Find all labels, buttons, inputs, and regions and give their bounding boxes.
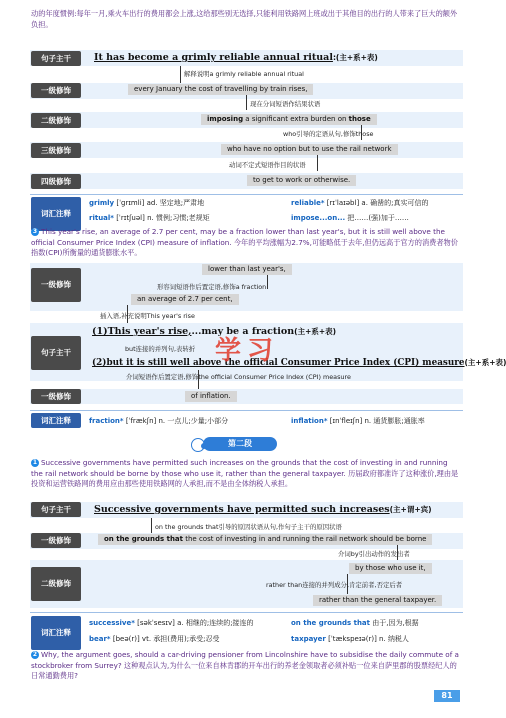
paragraph-5 — [31, 650, 461, 682]
note-10: 介词by引出动作的发出者 — [338, 550, 410, 558]
chip-s1-c2 — [201, 114, 377, 125]
divider — [30, 410, 463, 411]
main-2a-tag: (主+系+表) — [294, 327, 337, 336]
vocab-def: [ˈtækspeɪə(r)] n. 纳税人 — [328, 635, 409, 643]
vocab-word: bear* — [89, 635, 111, 643]
intro-paragraph: 动的年度惯例:每年一月,乘火车出行的费用都会上涨,这给那些别无选择,只能利用铁路网上班或出于其他目的出行的人带来了巨大的额外负担。 — [31, 9, 458, 29]
vocab-2-0 — [89, 416, 228, 426]
watermark: 学习 — [215, 336, 280, 366]
vocab-word: reliable* — [291, 199, 325, 207]
vocab-def: [ɪnˈfleɪʃn] n. 通货膨胀;通胀率 — [329, 417, 425, 425]
chip-s3-c1 — [98, 534, 432, 545]
vocab-word: successive* — [89, 619, 135, 627]
main-sentence-3 — [94, 504, 432, 515]
vocab-1-2 — [89, 213, 210, 223]
chip-s2-c2: an average of 2.7 per cent, — [131, 294, 239, 305]
chip-s1-c2-c: those — [348, 115, 371, 123]
vocab-3-2 — [89, 634, 219, 644]
vocab-def: [rɪˈlaɪəbl] a. 确凿的;真实可信的 — [326, 199, 429, 207]
main-sentence-3-text: Successive governments have permitted such increases — [94, 504, 390, 515]
vocab-def: [ˈfrækʃn] n. 一点儿;少量;小部分 — [125, 417, 229, 425]
note-8: 介词短语作后置定语,修饰the official Consumer Price Index (CPI) measure — [126, 373, 351, 381]
label-vocab-1: 词汇注释 — [31, 197, 81, 231]
label-main-2: 句子主干 — [31, 336, 81, 370]
row-bg-mod1-3 — [30, 389, 463, 404]
label-mod2-2: 二级修饰 — [31, 567, 81, 601]
main-sentence-1-tag: :(主+系+表) — [332, 53, 378, 62]
chip-s3-c2: by those who use it, — [349, 563, 432, 574]
divider — [30, 194, 463, 195]
vocab-word: taxpayer — [291, 635, 326, 643]
label-main-3: 句子主干 — [31, 502, 81, 517]
label-main-1: 句子主干 — [31, 51, 81, 66]
divider — [30, 612, 463, 613]
vocab-word: grimly — [89, 199, 115, 207]
vocab-word: fraction* — [89, 417, 124, 425]
vocab-def: [beə(r)] vt. 承担(费用);承受;忍受 — [112, 635, 220, 643]
connector-line — [267, 275, 268, 289]
chip-s1-c1: every January the cost of travelling by train rises, — [128, 84, 313, 95]
chip-s1-c2-a: imposing — [207, 115, 244, 123]
paragraph-3-text: This year's rise, an average of 2.7 per cent, may be a fraction lower than last year's, but it is still well above the official Consumer Price Index (CPI) measure of inflation. 今年的平均涨幅为2.7%,可能略低于去年,但仍远高于官方的消费者物价指数(CPI)所衡量的通货膨胀水平。 — [31, 227, 458, 257]
page-number: 81 — [434, 690, 460, 702]
label-vocab-3: 词汇注释 — [31, 616, 81, 650]
chip-s1-c4: to get to work or otherwise. — [247, 175, 356, 186]
vocab-3-3 — [291, 634, 409, 644]
chip-s3-c1-a: on the grounds that — [104, 535, 183, 543]
note-2: 现在分词短语作结果状语 — [250, 100, 321, 108]
paragraph-4 — [31, 458, 461, 490]
main-sentence-1 — [94, 52, 378, 63]
main-sentence-3-tag: (主+谓+宾) — [389, 505, 432, 514]
vocab-2-1 — [291, 416, 425, 426]
vocab-1-3 — [291, 213, 409, 223]
vocab-3-1 — [291, 618, 419, 628]
note-7: but连接的并列句,表转折 — [125, 345, 196, 353]
label-mod1-2: 一级修饰 — [31, 268, 81, 302]
main-2b-text: ...may be a fraction — [191, 326, 295, 337]
connector-line — [317, 155, 318, 171]
number-badge-icon: 2 — [32, 651, 38, 658]
chip-s1-c3: who have no option but to use the rail network — [221, 144, 398, 155]
label-mod1-1: 一级修饰 — [31, 83, 81, 98]
paragraph-4-text: Successive governments have permitted such increases on the grounds that the cost of investing in and running the rail network should be borne by those who use it, rather than the general taxpayer. 历届政府都准许了这种涨价,理由是投资和运营铁路网的费用应由那些使用铁路网的人承担,而不是由全体纳税人承担。 — [31, 458, 459, 488]
vocab-1-1 — [291, 198, 429, 208]
main-2a-text: (1)This year's rise, — [92, 326, 192, 337]
main-sentence-2b — [92, 357, 506, 368]
chip-s2-c1: lower than last year's, — [202, 264, 292, 275]
label-mod1-3: 一级修饰 — [31, 389, 81, 404]
label-vocab-2: 词汇注释 — [31, 413, 81, 428]
chip-s3-c1-b: the cost of investing in and running the rail network should be borne — [183, 535, 427, 543]
vocab-def: [ˈɡrɪmli] ad. 坚定地;严肃地 — [116, 199, 205, 207]
note-3: who引导的定语从句,修饰those — [283, 130, 374, 138]
label-mod3-1: 三级修饰 — [31, 143, 81, 158]
note-4: 动词不定式短语作目的状语 — [229, 161, 306, 169]
paragraph-5-text: Why, the argument goes, should a car-driving pensioner from Lincolnshire have to subsidise the daily commute of a stockbroker from Surrey? 这种观点认为,为什么一位来自林肯郡的开车出行的养老金领取者必须补贴一位来自萨里郡的股票经纪人的日常通勤费用? — [31, 650, 459, 680]
main-2c-text: (2)but it is still well above the official Consumer Price Index (CPI) measure — [92, 358, 465, 368]
section-title: 第二段 — [203, 437, 277, 451]
label-mod2-1: 二级修饰 — [31, 113, 81, 128]
vocab-word: impose...on... — [291, 214, 346, 222]
vocab-def: 把……(强)加于…… — [347, 214, 409, 222]
chip-s2-c3: of inflation. — [185, 391, 237, 402]
main-2c-tag: (主+系+表) — [464, 358, 506, 367]
label-mod1-4: 一级修饰 — [31, 533, 81, 548]
note-5: 形容词短语作后置定语,修饰a fraction — [157, 283, 267, 291]
note-11: rather than连接的并列成分,肯定前者,否定后者 — [266, 581, 403, 589]
vocab-def: 由于,因为,根据 — [372, 619, 419, 627]
number-badge-icon: 1 — [32, 459, 38, 466]
vocab-3-0 — [89, 618, 254, 628]
section-heading — [185, 437, 305, 451]
vocab-word: ritual* — [89, 214, 114, 222]
chip-s3-c3: rather than the general taxpayer. — [313, 595, 442, 606]
vocab-def: [səkˈsesɪv] a. 相继的;连续的;接连的 — [137, 619, 254, 627]
chip-s1-c2-b: a significant extra burden on — [243, 115, 349, 123]
vocab-def: [ˈrɪtʃuəl] n. 惯例;习惯;老规矩 — [116, 214, 210, 222]
vocab-1-0 — [89, 198, 204, 208]
vocab-word: on the grounds that — [291, 619, 370, 627]
label-mod4-1: 四级修饰 — [31, 174, 81, 189]
connector-line — [246, 95, 247, 110]
vocab-word: inflation* — [291, 417, 328, 425]
number-badge-icon: 3 — [32, 228, 38, 235]
note-1: 解释说明a grimly reliable annual ritual — [184, 70, 304, 78]
note-6: 插入语,补充说明This year's rise — [100, 312, 195, 320]
main-sentence-1-text: It has become a grimly reliable annual ritual — [94, 52, 333, 63]
note-9: on the grounds that引导的原因状语从句,作句子主干的原因状语 — [155, 523, 342, 531]
paragraph-3 — [31, 227, 461, 259]
